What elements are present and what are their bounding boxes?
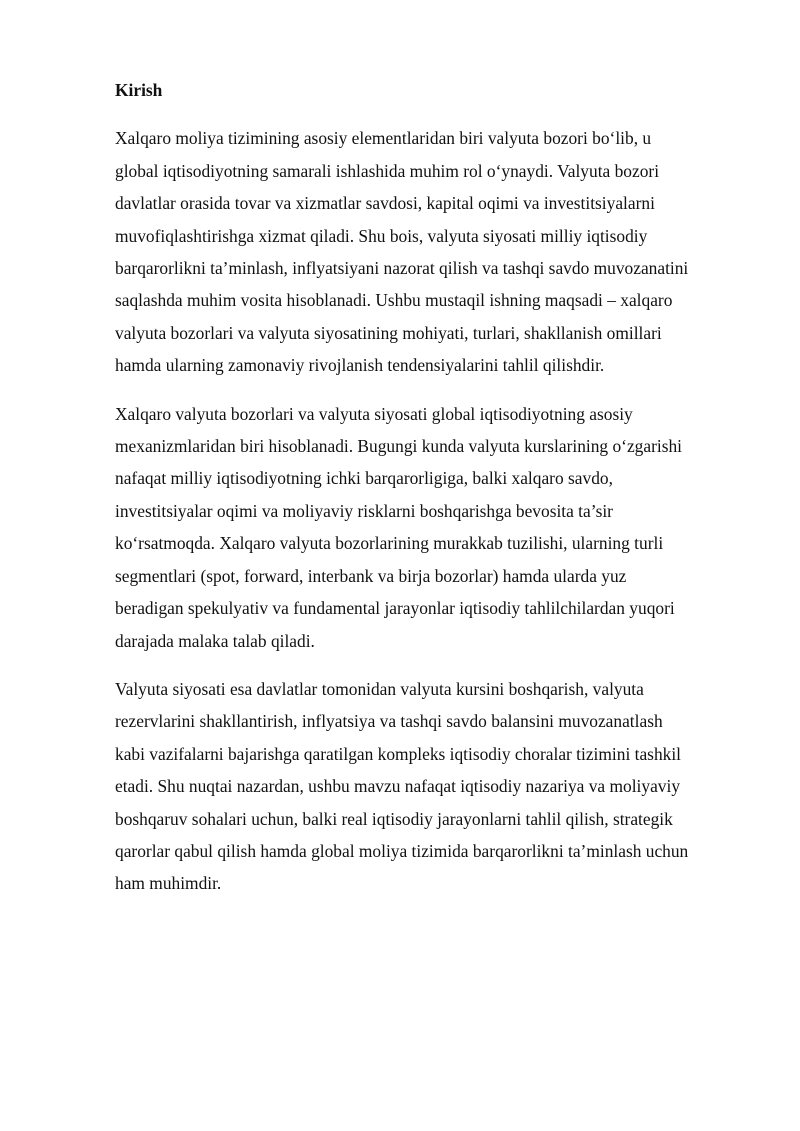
paragraph-3	[115, 673, 745, 900]
text-line: etadi. Shu nuqtai nazardan, ushbu mavzu nafaqat iqtisodiy nazariya va moliyaviy	[115, 776, 681, 797]
text-line: kabi vazifalarni bajarishga qaratilgan kompleks iqtisodiy choralar tizimini tashkil	[115, 743, 681, 764]
text-line: nafaqat milliy iqtisodiyotning ichki barqarorligiga, balki xalqaro savdo,	[115, 468, 613, 489]
text-line: hamda ularning zamonaviy rivojlanish tendensiyalarini tahlil qilishdir.	[115, 355, 605, 376]
section-heading: Kirish	[115, 80, 163, 100]
text-line: Valyuta siyosati esa davlatlar tomonidan valyuta kursini boshqarish, valyuta	[115, 678, 644, 699]
text-line: barqarorlikni ta’minlash, inflyatsiyani nazorat qilish va tashqi savdo muvozanatini	[115, 258, 689, 279]
text-line: beradigan spekulyativ va fundamental jarayonlar iqtisodiy tahlilchilardan yuqori	[115, 598, 675, 619]
text-line: rezervlarini shakllantirish, inflyatsiya va tashqi savdo balansini muvozanatlash	[115, 711, 663, 732]
text-line: Xalqaro moliya tizimining asosiy elementlaridan biri valyuta bozori bo‘lib, u	[115, 128, 652, 149]
text-line: Xalqaro valyuta bozorlari va valyuta siyosati global iqtisodiyotning asosiy	[115, 403, 633, 424]
text-line: valyuta bozorlari va valyuta siyosatining mohiyati, turlari, shakllanish omillari	[115, 322, 662, 343]
text-line: davlatlar orasida tovar va xizmatlar savdosi, kapital oqimi va investitsiyalarni	[115, 193, 655, 214]
paragraph-2	[115, 398, 745, 657]
text-line: investitsiyalar oqimi va moliyaviy risklarni boshqarishga bevosita ta’sir	[115, 500, 613, 521]
paragraph-1	[115, 122, 745, 381]
text-line: muvofiqlashtirishga xizmat qiladi. Shu bois, valyuta siyosati milliy iqtisodiy	[115, 225, 648, 246]
text-line: saqlashda muhim vosita hisoblanadi. Ushbu mustaqil ishning maqsadi – xalqaro	[115, 290, 673, 311]
text-line: qarorlar qabul qilish hamda global moliya tizimida barqarorlikni ta’minlash uchun	[115, 840, 689, 861]
text-line: ham muhimdir.	[115, 873, 222, 894]
text-line: boshqaruv sohalari uchun, balki real iqtisodiy jarayonlarni tahlil qilish, strategik	[115, 808, 673, 829]
text-line: segmentlari (spot, forward, interbank va birja bozorlar) hamda ularda yuz	[115, 565, 627, 586]
text-line: darajada malaka talab qiladi.	[115, 630, 315, 651]
document-body	[115, 74, 745, 916]
text-line: global iqtisodiyotning samarali ishlashida muhim rol o‘ynaydi. Valyuta bozori	[115, 160, 660, 181]
text-line: mexanizmlaridan biri hisoblanadi. Bugungi kunda valyuta kurslarining o‘zgarishi	[115, 436, 682, 457]
text-line: ko‘rsatmoqda. Xalqaro valyuta bozorlarining murakkab tuzilishi, ularning turli	[115, 533, 664, 554]
